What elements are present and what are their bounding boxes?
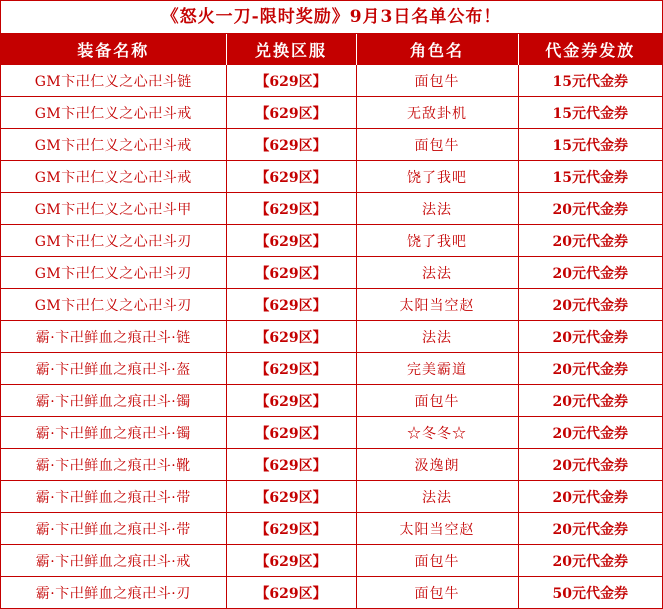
role-cell: 饶了我吧	[356, 225, 518, 257]
equipment-cell: 霸·卞卍鲜血之痕卍斗·镯	[1, 417, 226, 449]
table-row	[1, 321, 662, 353]
role-cell: 饶了我吧	[356, 161, 518, 193]
equipment-cell: GM卞卍仁义之心卍斗刃	[1, 225, 226, 257]
role-cell: 法法	[356, 257, 518, 289]
table-row	[1, 577, 662, 609]
table-row	[1, 417, 662, 449]
server-cell: 【629区】	[226, 129, 356, 161]
reward-cell: 20元代金券	[518, 385, 662, 417]
server-cell: 【629区】	[226, 449, 356, 481]
reward-cell: 20元代金券	[518, 353, 662, 385]
reward-cell: 20元代金券	[518, 257, 662, 289]
table-row	[1, 481, 662, 513]
role-cell: 完美霸道	[356, 353, 518, 385]
role-cell: 法法	[356, 193, 518, 225]
equipment-cell: GM卞卍仁义之心卍斗链	[1, 65, 226, 97]
server-cell: 【629区】	[226, 577, 356, 609]
role-cell: 太阳当空赵	[356, 289, 518, 321]
server-cell: 【629区】	[226, 65, 356, 97]
table-row	[1, 257, 662, 289]
role-cell: 太阳当空赵	[356, 513, 518, 545]
role-cell: 汲逸朗	[356, 449, 518, 481]
server-cell: 【629区】	[226, 513, 356, 545]
server-cell: 【629区】	[226, 225, 356, 257]
equipment-cell: 霸·卞卍鲜血之痕卍斗·盔	[1, 353, 226, 385]
equipment-cell: GM卞卍仁义之心卍斗甲	[1, 193, 226, 225]
table-row	[1, 129, 662, 161]
server-cell: 【629区】	[226, 257, 356, 289]
role-cell: 无敌卦机	[356, 97, 518, 129]
table-row	[1, 65, 662, 97]
reward-cell: 15元代金券	[518, 161, 662, 193]
equipment-cell: 霸·卞卍鲜血之痕卍斗·带	[1, 481, 226, 513]
role-cell: 面包牛	[356, 577, 518, 609]
role-cell: 法法	[356, 321, 518, 353]
role-cell: 法法	[356, 481, 518, 513]
reward-cell: 15元代金券	[518, 97, 662, 129]
role-cell: 面包牛	[356, 65, 518, 97]
reward-cell: 20元代金券	[518, 449, 662, 481]
role-cell: 面包牛	[356, 129, 518, 161]
equipment-cell: GM卞卍仁义之心卍斗戒	[1, 97, 226, 129]
equipment-cell: 霸·卞卍鲜血之痕卍斗·靴	[1, 449, 226, 481]
table-row	[1, 353, 662, 385]
equipment-cell: GM卞卍仁义之心卍斗戒	[1, 129, 226, 161]
equipment-cell: 霸·卞卍鲜血之痕卍斗·链	[1, 321, 226, 353]
equipment-cell: 霸·卞卍鲜血之痕卍斗·刃	[1, 577, 226, 609]
server-cell: 【629区】	[226, 161, 356, 193]
reward-cell: 50元代金券	[518, 577, 662, 609]
equipment-cell: 霸·卞卍鲜血之痕卍斗·带	[1, 513, 226, 545]
server-cell: 【629区】	[226, 417, 356, 449]
table-row	[1, 513, 662, 545]
reward-cell: 20元代金券	[518, 417, 662, 449]
server-cell: 【629区】	[226, 97, 356, 129]
table-row	[1, 193, 662, 225]
reward-cell: 20元代金券	[518, 193, 662, 225]
header-role: 角色名	[356, 34, 518, 65]
winner-table	[1, 34, 662, 608]
reward-cell: 20元代金券	[518, 513, 662, 545]
reward-cell: 20元代金券	[518, 481, 662, 513]
table-row	[1, 161, 662, 193]
server-cell: 【629区】	[226, 545, 356, 577]
server-cell: 【629区】	[226, 289, 356, 321]
server-cell: 【629区】	[226, 385, 356, 417]
reward-cell: 20元代金券	[518, 321, 662, 353]
table-row	[1, 225, 662, 257]
reward-cell: 20元代金券	[518, 225, 662, 257]
equipment-cell: GM卞卍仁义之心卍斗刃	[1, 289, 226, 321]
role-cell: ☆冬冬☆	[356, 417, 518, 449]
reward-cell: 15元代金券	[518, 65, 662, 97]
header-reward: 代金券发放	[518, 34, 662, 65]
server-cell: 【629区】	[226, 321, 356, 353]
role-cell: 面包牛	[356, 545, 518, 577]
equipment-cell: 霸·卞卍鲜血之痕卍斗·镯	[1, 385, 226, 417]
server-cell: 【629区】	[226, 193, 356, 225]
page-title: 《怒火一刀-限时奖励》9月3日名单公布！	[1, 1, 662, 34]
equipment-cell: GM卞卍仁义之心卍斗刃	[1, 257, 226, 289]
reward-cell: 15元代金券	[518, 129, 662, 161]
server-cell: 【629区】	[226, 481, 356, 513]
reward-cell: 20元代金券	[518, 545, 662, 577]
header-server: 兑换区服	[226, 34, 356, 65]
equipment-cell: GM卞卍仁义之心卍斗戒	[1, 161, 226, 193]
table-row	[1, 289, 662, 321]
equipment-cell: 霸·卞卍鲜血之痕卍斗·戒	[1, 545, 226, 577]
table-row	[1, 545, 662, 577]
table-row	[1, 97, 662, 129]
header-equipment: 装备名称	[1, 34, 226, 65]
reward-cell: 20元代金券	[518, 289, 662, 321]
table-header-row	[1, 34, 662, 65]
table-row	[1, 449, 662, 481]
table-row	[1, 385, 662, 417]
role-cell: 面包牛	[356, 385, 518, 417]
server-cell: 【629区】	[226, 353, 356, 385]
